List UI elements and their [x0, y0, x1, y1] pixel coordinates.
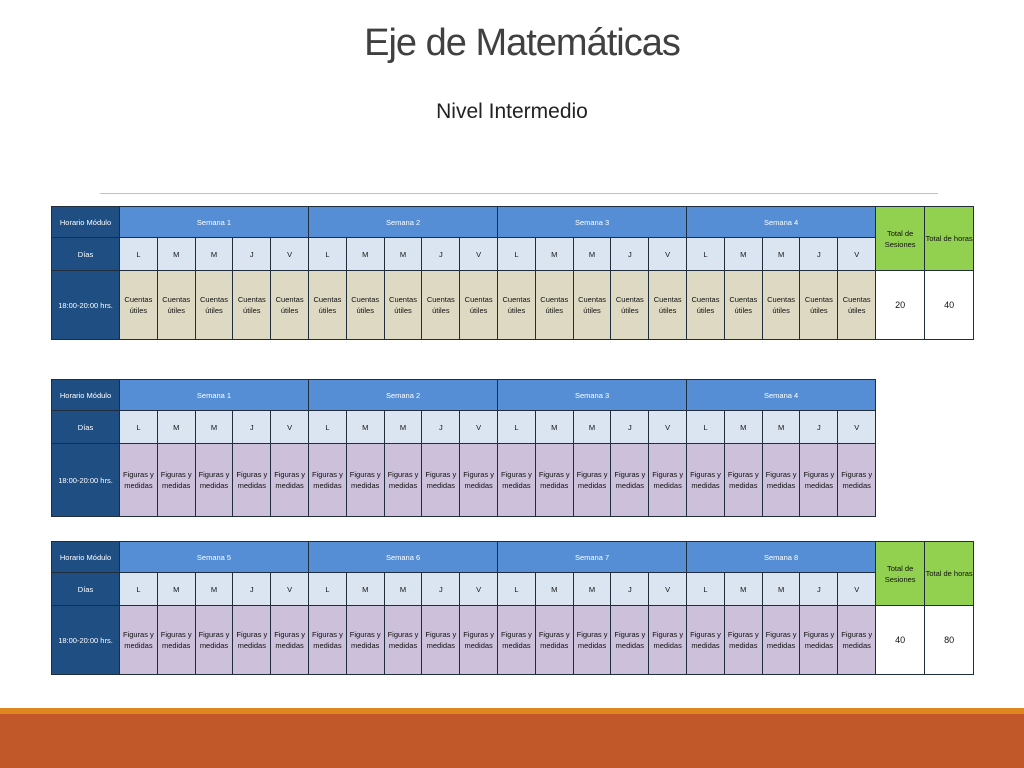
footer-band — [0, 714, 1024, 768]
session-cell: Cuentas útiles — [800, 271, 838, 340]
day-cell: M — [573, 238, 611, 271]
day-cell: M — [724, 238, 762, 271]
title-divider — [100, 193, 938, 194]
day-cell: M — [346, 411, 384, 444]
session-cell: Cuentas útiles — [195, 271, 233, 340]
week-header: Semana 2 — [309, 207, 498, 238]
day-cell: J — [233, 238, 271, 271]
week-header: Semana 8 — [687, 542, 876, 573]
session-cell: Figuras y medidas — [573, 444, 611, 517]
day-cell: M — [573, 411, 611, 444]
session-cell: Figuras y medidas — [498, 606, 536, 675]
day-cell: J — [611, 573, 649, 606]
slide-title: Eje de Matemáticas — [364, 22, 680, 64]
day-cell: V — [838, 411, 876, 444]
session-cell: Cuentas útiles — [498, 271, 536, 340]
day-cell: M — [195, 573, 233, 606]
day-cell: L — [309, 411, 347, 444]
session-cell: Figuras y medidas — [762, 606, 800, 675]
days-label: Días — [52, 411, 120, 444]
session-cell: Figuras y medidas — [535, 606, 573, 675]
session-cell: Figuras y medidas — [157, 444, 195, 517]
session-cell: Figuras y medidas — [724, 444, 762, 517]
session-cell: Figuras y medidas — [233, 444, 271, 517]
session-cell: Figuras y medidas — [611, 444, 649, 517]
day-cell: M — [157, 411, 195, 444]
day-cell: J — [233, 573, 271, 606]
session-cell: Cuentas útiles — [384, 271, 422, 340]
day-cell: M — [384, 573, 422, 606]
total-sessions-value: 20 — [876, 271, 925, 340]
horario-header: Horario Módulo — [52, 207, 120, 238]
session-cell: Cuentas útiles — [611, 271, 649, 340]
horario-header: Horario Módulo — [52, 542, 120, 573]
session-cell: Cuentas útiles — [535, 271, 573, 340]
session-cell: Cuentas útiles — [649, 271, 687, 340]
total-hours-header: Total de horas — [925, 542, 974, 606]
day-cell: V — [460, 238, 498, 271]
total-sessions-header: Total de Sesiones — [876, 542, 925, 606]
session-cell: Figuras y medidas — [687, 444, 725, 517]
day-cell: V — [649, 573, 687, 606]
total-sessions-value: 40 — [876, 606, 925, 675]
day-cell: J — [800, 573, 838, 606]
day-cell: L — [309, 573, 347, 606]
day-cell: V — [838, 573, 876, 606]
session-cell: Cuentas útiles — [838, 271, 876, 340]
session-cell: Figuras y medidas — [649, 444, 687, 517]
session-cell: Cuentas útiles — [346, 271, 384, 340]
day-cell: L — [120, 573, 158, 606]
session-cell: Cuentas útiles — [762, 271, 800, 340]
day-cell: L — [498, 238, 536, 271]
session-cell: Figuras y medidas — [611, 606, 649, 675]
day-cell: M — [157, 573, 195, 606]
day-cell: J — [422, 411, 460, 444]
day-cell: V — [649, 238, 687, 271]
day-cell: L — [687, 238, 725, 271]
session-cell: Figuras y medidas — [724, 606, 762, 675]
day-cell: J — [800, 411, 838, 444]
session-cell: Cuentas útiles — [422, 271, 460, 340]
day-cell: M — [724, 411, 762, 444]
day-cell: J — [422, 238, 460, 271]
session-cell: Figuras y medidas — [535, 444, 573, 517]
session-cell: Cuentas útiles — [120, 271, 158, 340]
session-cell: Cuentas útiles — [233, 271, 271, 340]
session-cell: Figuras y medidas — [195, 606, 233, 675]
day-cell: L — [120, 238, 158, 271]
session-cell: Cuentas útiles — [724, 271, 762, 340]
session-cell: Figuras y medidas — [800, 606, 838, 675]
session-cell: Figuras y medidas — [309, 444, 347, 517]
session-cell: Figuras y medidas — [271, 444, 309, 517]
day-cell: L — [120, 411, 158, 444]
session-cell: Figuras y medidas — [120, 606, 158, 675]
day-cell: M — [535, 573, 573, 606]
session-cell: Cuentas útiles — [157, 271, 195, 340]
session-cell: Figuras y medidas — [233, 606, 271, 675]
week-header: Semana 6 — [309, 542, 498, 573]
day-cell: V — [838, 238, 876, 271]
session-cell: Figuras y medidas — [309, 606, 347, 675]
time-slot: 18:00-20:00 hrs. — [52, 444, 120, 517]
session-cell: Figuras y medidas — [195, 444, 233, 517]
session-cell: Figuras y medidas — [422, 606, 460, 675]
day-cell: L — [309, 238, 347, 271]
schedule-table-1 — [51, 206, 974, 340]
day-cell: M — [535, 238, 573, 271]
session-cell: Figuras y medidas — [762, 444, 800, 517]
session-cell: Figuras y medidas — [460, 444, 498, 517]
day-cell: M — [195, 238, 233, 271]
day-cell: M — [195, 411, 233, 444]
week-header: Semana 5 — [120, 542, 309, 573]
week-header: Semana 3 — [498, 380, 687, 411]
session-cell: Figuras y medidas — [346, 444, 384, 517]
day-cell: M — [157, 238, 195, 271]
time-slot: 18:00-20:00 hrs. — [52, 606, 120, 675]
day-cell: M — [384, 238, 422, 271]
session-cell: Cuentas útiles — [687, 271, 725, 340]
day-cell: V — [271, 411, 309, 444]
day-cell: M — [724, 573, 762, 606]
day-cell: M — [762, 238, 800, 271]
week-header: Semana 7 — [498, 542, 687, 573]
day-cell: V — [460, 573, 498, 606]
session-cell: Figuras y medidas — [346, 606, 384, 675]
day-cell: M — [573, 573, 611, 606]
session-cell: Cuentas útiles — [271, 271, 309, 340]
session-cell: Figuras y medidas — [384, 606, 422, 675]
day-cell: L — [687, 411, 725, 444]
day-cell: L — [498, 573, 536, 606]
week-header: Semana 3 — [498, 207, 687, 238]
session-cell: Figuras y medidas — [271, 606, 309, 675]
day-cell: J — [800, 238, 838, 271]
week-header: Semana 4 — [687, 380, 876, 411]
day-cell: V — [649, 411, 687, 444]
session-cell: Cuentas útiles — [309, 271, 347, 340]
session-cell: Figuras y medidas — [687, 606, 725, 675]
session-cell: Figuras y medidas — [384, 444, 422, 517]
days-label: Días — [52, 238, 120, 271]
session-cell: Figuras y medidas — [838, 606, 876, 675]
slide-subtitle: Nivel Intermedio — [436, 100, 588, 123]
days-label: Días — [52, 573, 120, 606]
day-cell: V — [271, 573, 309, 606]
total-hours-value: 80 — [925, 606, 974, 675]
total-sessions-header: Total de Sesiones — [876, 207, 925, 271]
week-header: Semana 2 — [309, 380, 498, 411]
day-cell: M — [762, 573, 800, 606]
day-cell: M — [346, 573, 384, 606]
day-cell: J — [422, 573, 460, 606]
day-cell: V — [460, 411, 498, 444]
session-cell: Figuras y medidas — [800, 444, 838, 517]
schedule-table-3 — [51, 541, 974, 675]
day-cell: M — [384, 411, 422, 444]
day-cell: M — [762, 411, 800, 444]
session-cell: Figuras y medidas — [498, 444, 536, 517]
day-cell: J — [611, 238, 649, 271]
horario-header: Horario Módulo — [52, 380, 120, 411]
day-cell: V — [271, 238, 309, 271]
week-header: Semana 1 — [120, 207, 309, 238]
time-slot: 18:00-20:00 hrs. — [52, 271, 120, 340]
session-cell: Cuentas útiles — [460, 271, 498, 340]
total-hours-header: Total de horas — [925, 207, 974, 271]
day-cell: J — [233, 411, 271, 444]
day-cell: M — [346, 238, 384, 271]
session-cell: Figuras y medidas — [838, 444, 876, 517]
week-header: Semana 4 — [687, 207, 876, 238]
day-cell: L — [687, 573, 725, 606]
session-cell: Figuras y medidas — [460, 606, 498, 675]
session-cell: Figuras y medidas — [649, 606, 687, 675]
week-header: Semana 1 — [120, 380, 309, 411]
session-cell: Figuras y medidas — [157, 606, 195, 675]
day-cell: M — [535, 411, 573, 444]
day-cell: J — [611, 411, 649, 444]
session-cell: Cuentas útiles — [573, 271, 611, 340]
session-cell: Figuras y medidas — [422, 444, 460, 517]
schedule-table-2 — [51, 379, 876, 517]
total-hours-value: 40 — [925, 271, 974, 340]
session-cell: Figuras y medidas — [120, 444, 158, 517]
session-cell: Figuras y medidas — [573, 606, 611, 675]
day-cell: L — [498, 411, 536, 444]
